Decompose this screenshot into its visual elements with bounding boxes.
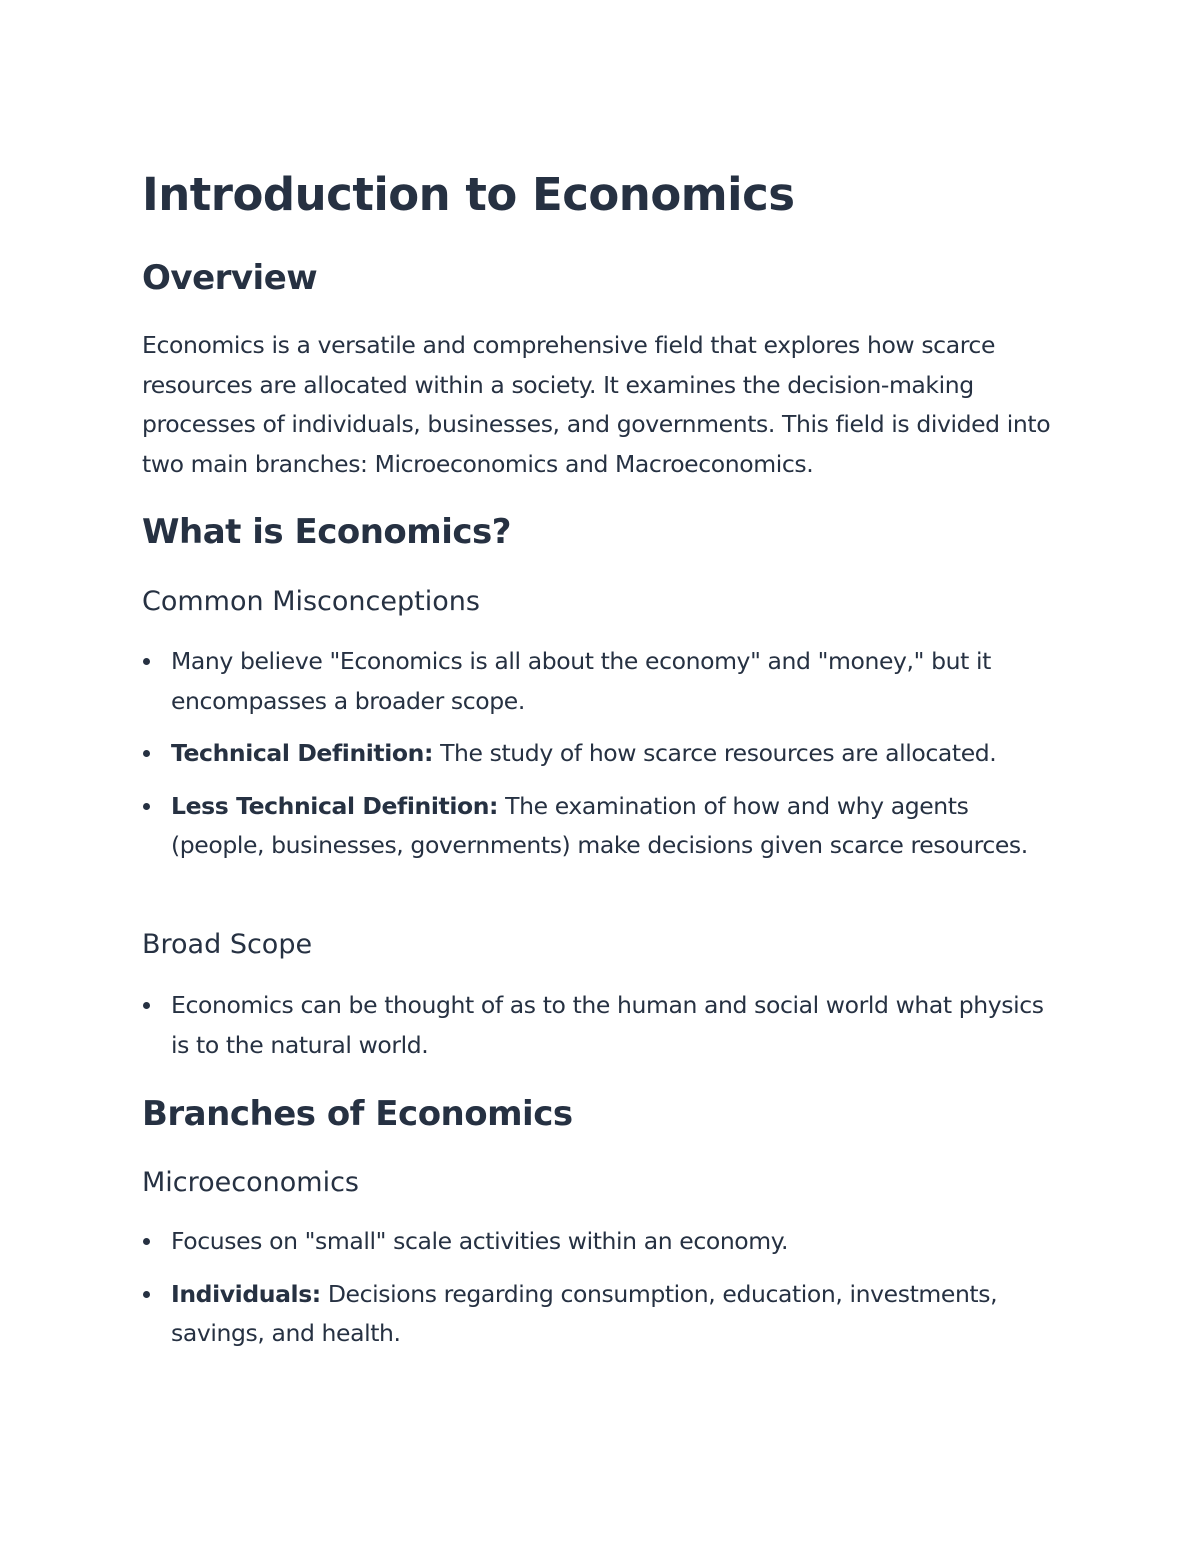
list-item-text: Many believe "Economics is all about the economy" and "money," but it encompasses a broader scope. <box>171 647 991 715</box>
list-item <box>142 642 1062 721</box>
bullet-icon <box>143 803 150 810</box>
list-item <box>142 734 1062 774</box>
broad-scope-list <box>142 986 1062 1078</box>
bullet-icon <box>143 1238 150 1245</box>
list-item-label: Technical Definition: <box>171 739 433 767</box>
list-item-label: Individuals: <box>171 1279 321 1308</box>
branches-heading: Branches of Economics <box>142 1094 573 1134</box>
bullet-icon <box>143 1291 150 1298</box>
page-title: Introduction to Economics <box>142 168 795 221</box>
list-item-text: The study of how scarce resources are allocated. <box>433 739 997 767</box>
misconceptions-heading: Common Misconceptions <box>142 586 480 617</box>
list-item-label: Less Technical Definition: <box>171 791 499 820</box>
broad-scope-heading: Broad Scope <box>142 929 313 960</box>
bullet-icon <box>143 658 150 665</box>
list-item-text: Economics can be thought of as to the human and social world what physics is to the natural world. <box>171 991 1044 1059</box>
list-item <box>142 1222 1062 1262</box>
list-item-text: The examination of how and why agents (people, businesses, governments) make decisions given scarce resources. <box>171 791 1028 859</box>
what-is-economics-heading: What is Economics? <box>142 512 511 552</box>
microeconomics-heading: Microeconomics <box>142 1167 359 1198</box>
list-item <box>142 986 1062 1065</box>
list-item-text: Focuses on "small" scale activities within an economy. <box>171 1227 789 1255</box>
misconceptions-list <box>142 642 1062 879</box>
list-item <box>142 1275 1062 1354</box>
microeconomics-list <box>142 1222 1062 1367</box>
list-item-text: Decisions regarding consumption, education, investments, savings, and health. <box>171 1279 998 1347</box>
overview-paragraph: Economics is a versatile and comprehensive field that explores how scarce resources are allocated within a society. It examines the decision-making processes of individuals, businesses, and governments. This field is divided into two main branches: Microeconomics and Macroeconomics. <box>142 331 1051 478</box>
list-item <box>142 787 1062 866</box>
bullet-icon <box>143 1002 150 1009</box>
bullet-icon <box>143 750 150 757</box>
overview-heading: Overview <box>142 258 318 298</box>
